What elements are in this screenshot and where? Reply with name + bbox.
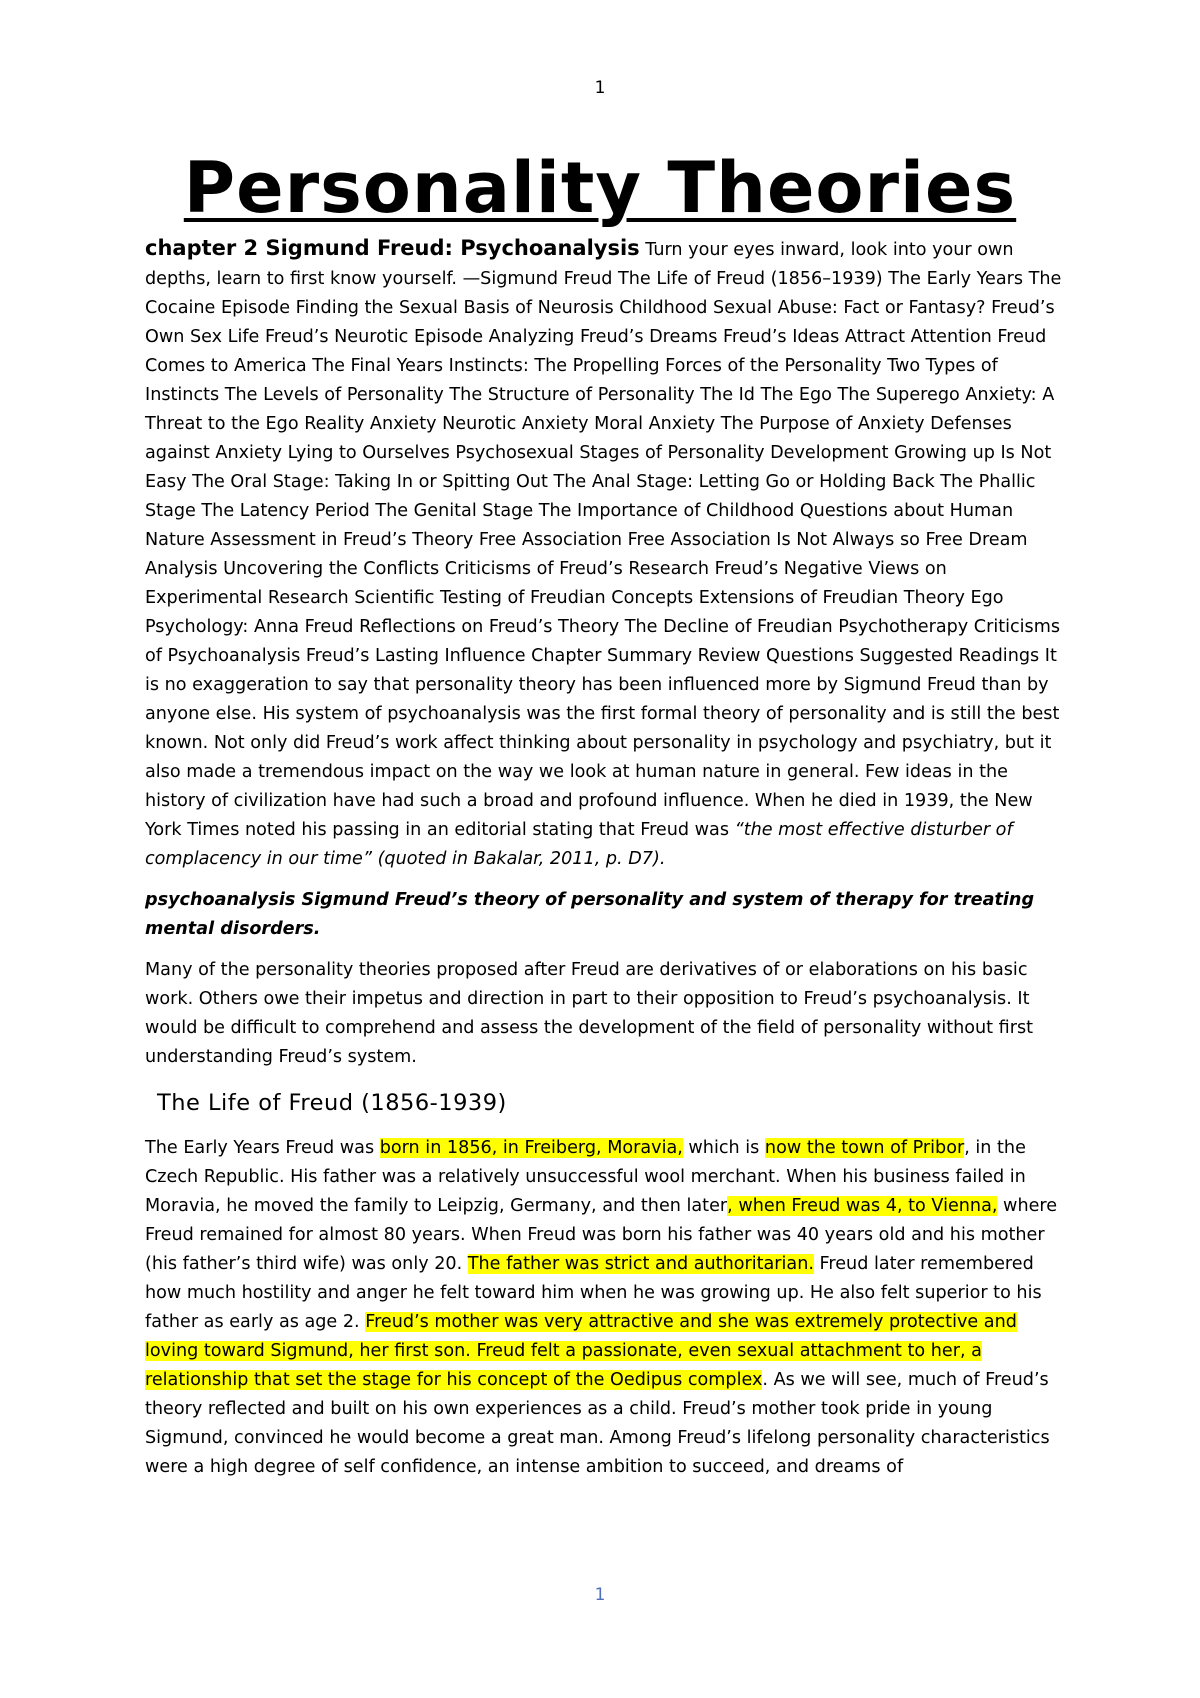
body-paragraph: Many of the personality theories proposed after Freud are derivatives of or elaborations on his basic work. Others owe their impetus and direction in part to their opposition to Freud’s psychoanalysis. It would be difficult to comprehend and assess the development of the field of personality without first understanding Freud’s system. — [145, 960, 1034, 1067]
early-years-paragraph — [145, 1134, 1065, 1482]
intro-paragraph — [145, 234, 1065, 874]
highlighted-text: born in 1856, in Freiberg, Moravia, — [379, 1138, 683, 1158]
intro-quote: “the most effective disturber of complacency in our time” (quoted in Bakalar, 2011, p. D7). — [145, 820, 1013, 869]
highlighted-text: Freud’s mother was very attractive and she was extremely protective and loving toward Sigmund, her first son. Freud felt a passionate, even sexual attachment to her, a relationship that set the stage for his concept of the Oedipus complex — [145, 1312, 1017, 1390]
highlighted-text: now the town of Pribor — [764, 1138, 965, 1158]
header-page-number: 1 — [594, 78, 606, 98]
highlighted-text: The father was strict and authoritarian. — [467, 1254, 814, 1274]
document-title: Personality Theories — [183, 147, 1017, 229]
text-run: , in the Czech Republic. His father was a relatively unsuccessful wool merchant. When his business failed in Moravia, he moved the family to Leipzig, Germany, and then later — [145, 1138, 1026, 1216]
text-run: Freud later remembered how much hostility and anger he felt toward him when he was growing up. He also felt superior to his father as early as age 2. — [145, 1254, 1042, 1332]
intro-text: Turn your eyes inward, look into your own depths, learn to first know yourself. —Sigmund Freud The Life of Freud (1856–1939) The Early Years The Cocaine Episode Finding the Sexual Basis of Neurosis Childhood Sexual Abuse: Fact or Fantasy? Freud’s Own Sex Life Freud’s Neurotic Episode Analyzing Freud’s Dreams Freud’s Ideas Attract Attention Freud Comes to America The Final Years Instincts: The Propelling Forces of the Personality Two Types of Instincts The Levels of Personality The Structure of Personality The Id The Ego The Superego Anxiety: A Threat to the Ego Reality Anxiety Neurotic Anxiety Moral Anxiety The Purpose of Anxiety Defenses against Anxiety Lying to Ourselves Psychosexual Stages of Personality Development Growing up Is Not Easy The Oral Stage: Taking In or Spitting Out The Anal Stage: Letting Go or Holding Back The Phallic Stage The Latency Period The Genital Stage The Importance of Childhood Questions about Human Nature Assessment in Freud’s Theory Free Association Free Association Is Not Always so Free Dream Analysis Uncovering the Conflicts Criticisms of Freud’s Research Freud’s Negative Views on Experimental Research Scientific Testing of Freudian Concepts Extensions of Freudian Theory Ego Psychology: Anna Freud Reflections on Freud’s Theory The Decline of Freudian Psychotherapy Criticisms of Psychoanalysis Freud’s Lasting Influence Chapter Summary Review Questions Suggested Readings It is no exaggeration to say that personality theory has been influenced more by Sigmund Freud than by anyone else. His system of psychoanalysis was the first formal theory of personality and is still the best known. Not only did Freud’s work affect thinking about personality in psychology and psychiatry, but it also made a tremendous impact on the way we look at human nature in general. Few ideas in the history of civilization have had such a broad and profound influence. When he died in 1939, the New York Times noted his passing in an editorial stating that Freud was — [145, 240, 1062, 840]
text-run: where Freud remained for almost 80 years. When Freud was born his father was 40 years old and his mother (his father’s third wife) was only 20. — [145, 1196, 1058, 1274]
text-run: The Early Years Freud was — [145, 1138, 380, 1158]
chapter-heading: chapter 2 Sigmund Freud: Psychoanalysis — [145, 236, 640, 260]
section-heading: The Life of Freud (1856-1939) — [157, 1090, 507, 1116]
text-run: . As we will see, much of Freud’s theory reflected and built on his own experiences as a child. Freud’s mother took pride in young Sigmund, convinced he would become a great man. Among Freud’s lifelong personality characteristics were a high degree of self confidence, an intense ambition to succeed, and dreams of — [145, 1370, 1050, 1477]
footer-page-number: 1 — [594, 1585, 606, 1605]
highlighted-text: , when Freud was 4, to Vienna, — [727, 1196, 998, 1216]
document-body — [145, 234, 1065, 1482]
definition-paragraph: psychoanalysis Sigmund Freud’s theory of personality and system of therapy for treating mental disorders. — [145, 890, 1035, 939]
text-run: which is — [682, 1138, 765, 1158]
